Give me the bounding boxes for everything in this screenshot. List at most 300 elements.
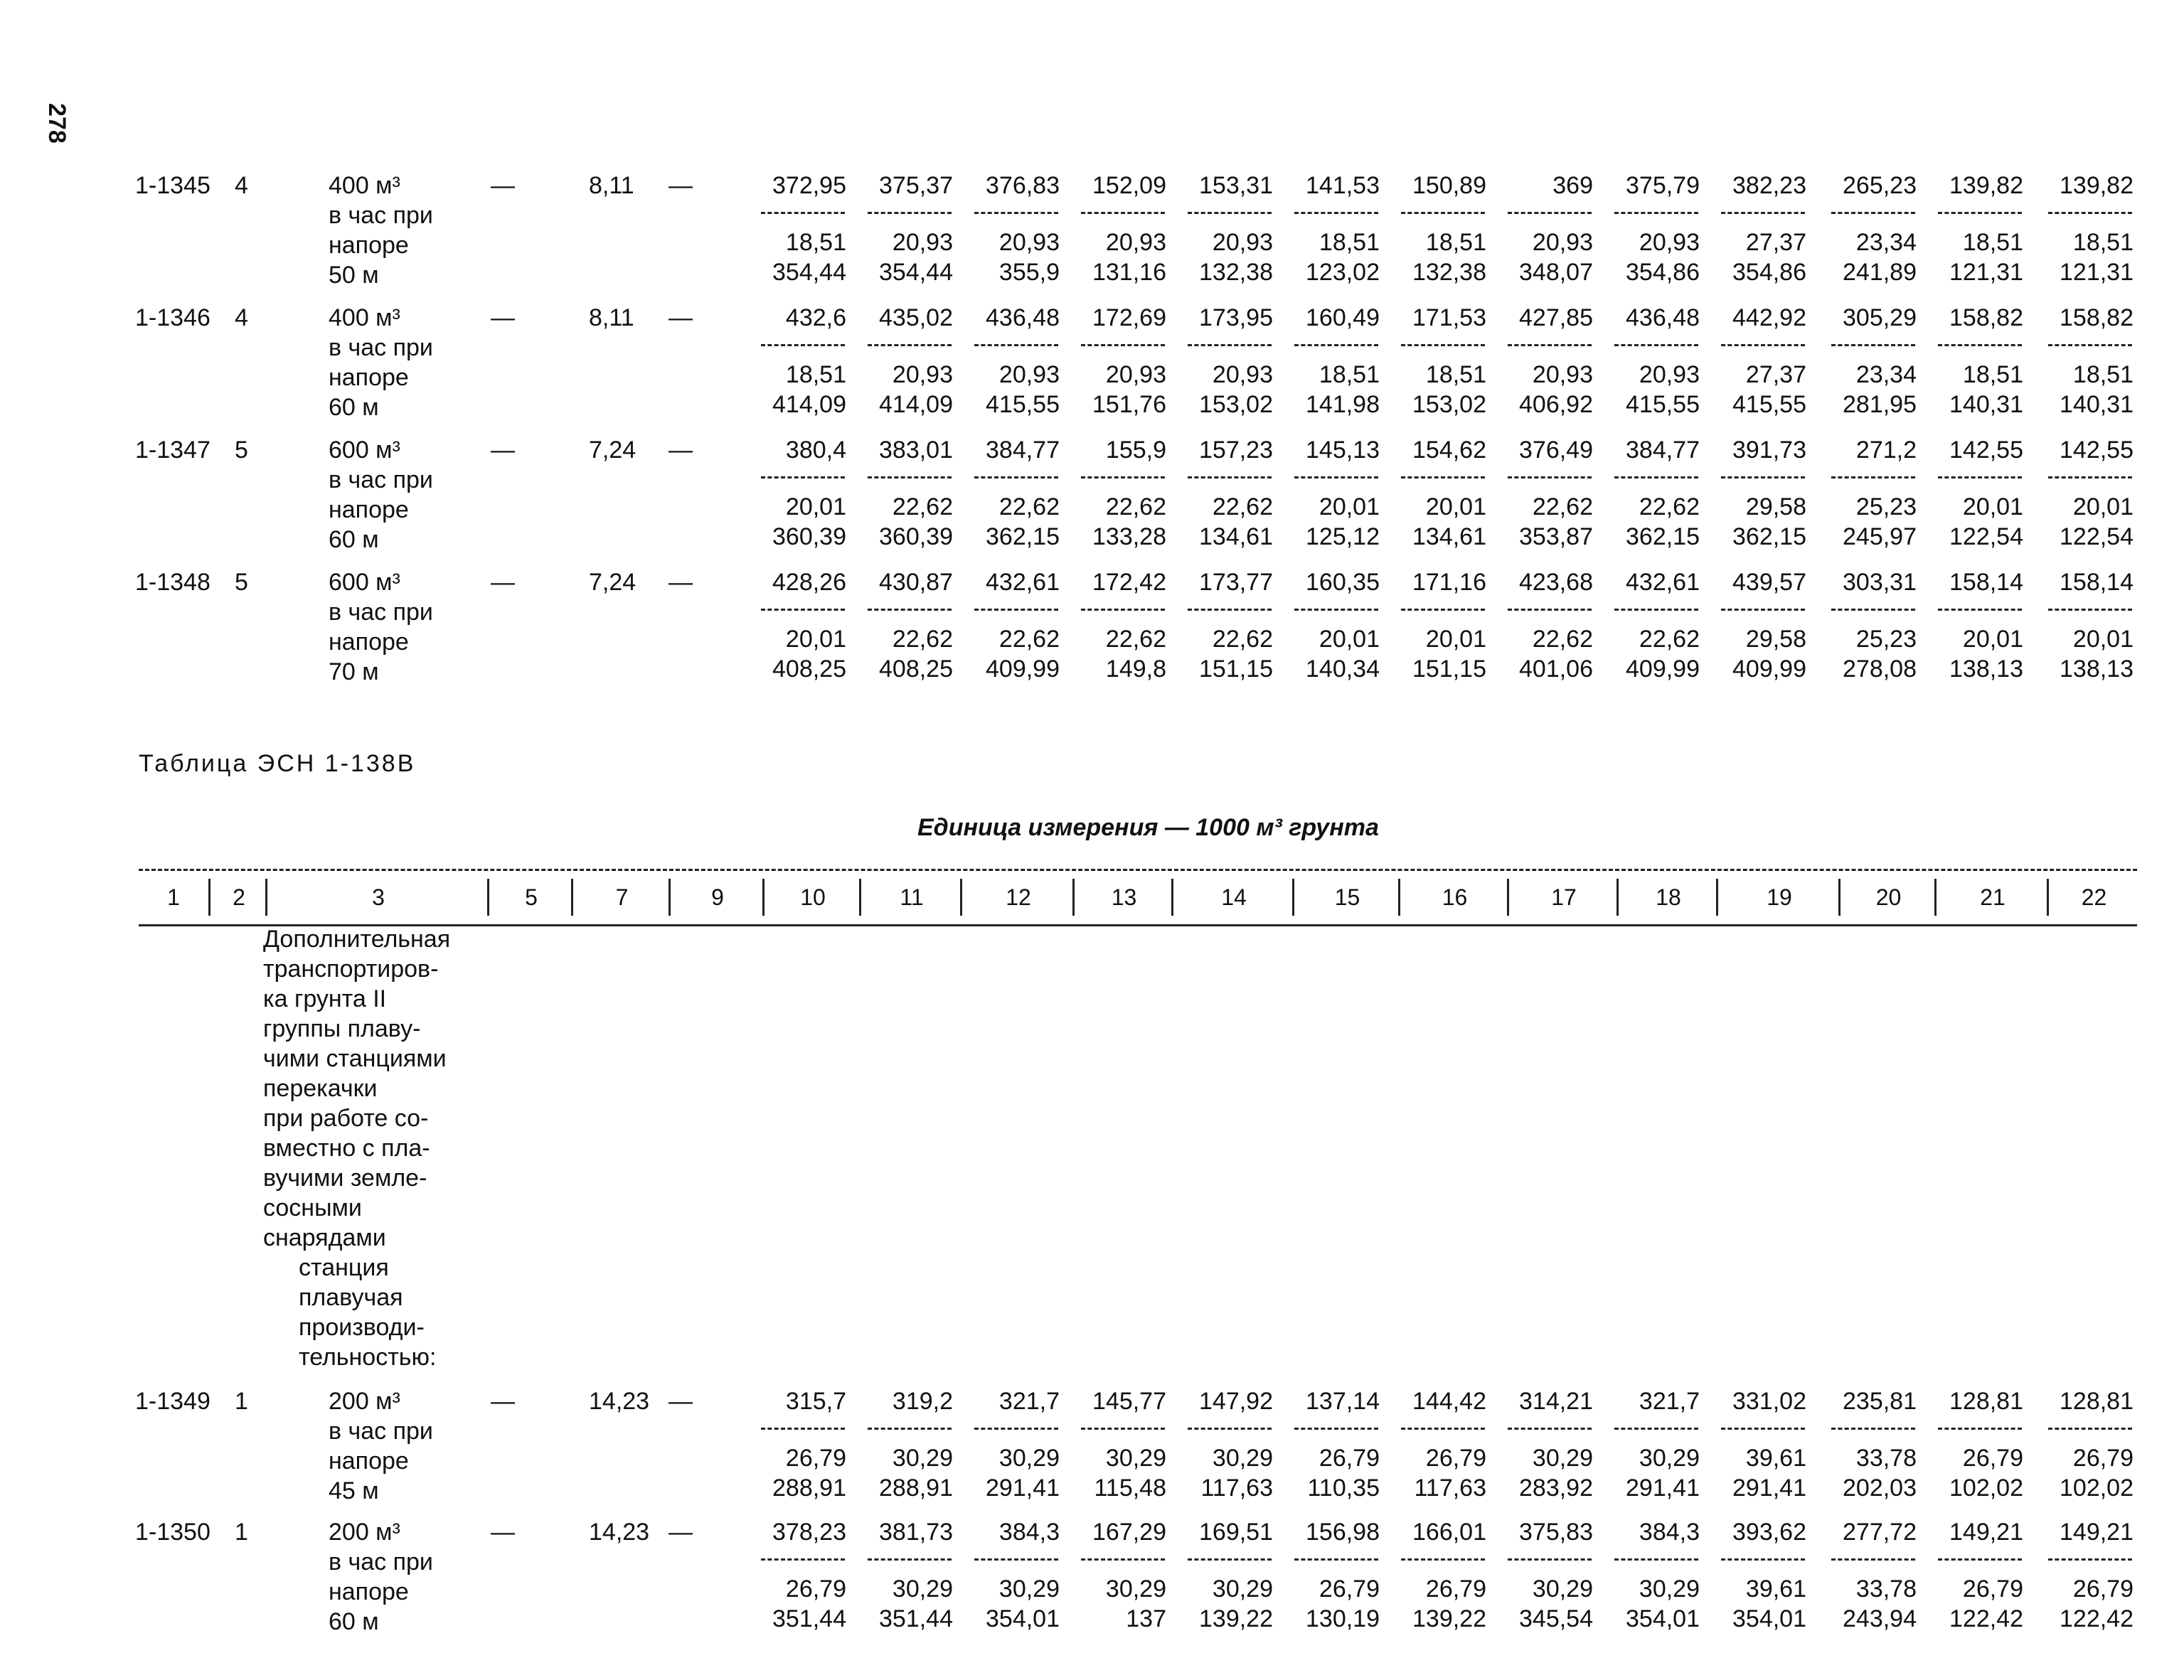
value-bottom: 409,99 [1626, 656, 1700, 683]
fraction-line [1401, 476, 1485, 478]
fraction-line [1401, 609, 1485, 611]
value-bottom: 134,61 [1199, 523, 1273, 550]
fraction-line [761, 609, 845, 611]
fraction-line [974, 609, 1058, 611]
value-bottom: 110,35 [1307, 1475, 1380, 1502]
fraction-line [1294, 212, 1378, 214]
value-top: 436,48 [1626, 304, 1700, 331]
value-middle: 30,29 [1105, 1575, 1166, 1603]
value-top: 155,9 [1105, 437, 1166, 464]
value-middle: 18,51 [1425, 361, 1486, 388]
value-bottom: 151,76 [1092, 391, 1166, 418]
fraction-line [868, 1558, 952, 1561]
fraction-line [1831, 344, 1915, 346]
value-top: 277,72 [1843, 1519, 1917, 1546]
value-middle: 25,23 [1855, 493, 1917, 520]
value-middle: 20,93 [1105, 361, 1166, 388]
value-top: 432,61 [1626, 569, 1700, 596]
entry-description [329, 303, 433, 422]
value-middle: 20,01 [1425, 493, 1486, 520]
section-description-line: ка грунта II [263, 985, 387, 1012]
column-7-value: 7,24 [589, 437, 636, 464]
column-7-value: 7,24 [589, 569, 636, 596]
column-7-value: 8,11 [589, 304, 634, 331]
column-5-value: — [491, 304, 515, 331]
value-middle: 18,51 [1962, 361, 2023, 388]
fraction-line [1081, 609, 1165, 611]
fraction-line [974, 212, 1058, 214]
value-middle: 22,62 [1532, 493, 1593, 520]
fraction-line [1721, 1558, 1805, 1561]
value-bottom: 149,8 [1105, 656, 1166, 683]
fraction-line [1508, 476, 1592, 478]
value-middle: 20,93 [892, 361, 953, 388]
fraction-line [1614, 1428, 1698, 1430]
value-top: 314,21 [1519, 1388, 1593, 1415]
value-bottom: 414,09 [772, 391, 846, 418]
value-bottom: 362,15 [1626, 523, 1700, 550]
value-middle: 20,01 [1319, 493, 1380, 520]
fraction-line [1721, 344, 1805, 346]
section-description [263, 924, 450, 1372]
column-5-value: — [491, 437, 515, 464]
fraction-line [1188, 212, 1272, 214]
value-middle: 39,61 [1745, 1445, 1806, 1472]
value-middle: 23,34 [1855, 361, 1917, 388]
fraction-line [1831, 1428, 1915, 1430]
section-description-line: группы плаву- [263, 1015, 421, 1042]
fraction-line [868, 476, 952, 478]
value-top: 319,2 [892, 1388, 953, 1415]
value-middle: 26,79 [1319, 1445, 1380, 1472]
header-cell: 2 [208, 879, 267, 916]
value-middle: 20,01 [1962, 626, 2023, 653]
value-middle: 20,01 [1962, 493, 2023, 520]
value-bottom: 283,92 [1519, 1475, 1593, 1502]
value-bottom: 408,25 [772, 656, 846, 683]
fraction-line [1614, 212, 1698, 214]
value-top: 430,87 [879, 569, 953, 596]
fraction-line [868, 609, 952, 611]
page-number: 278 [43, 103, 70, 144]
value-top: 158,82 [2060, 304, 2134, 331]
value-bottom: 415,55 [1732, 391, 1806, 418]
fraction-line [1831, 1558, 1915, 1561]
value-top: 171,53 [1412, 304, 1486, 331]
value-middle: 30,29 [1639, 1445, 1700, 1472]
value-middle: 22,62 [1639, 493, 1700, 520]
value-middle: 29,58 [1745, 626, 1806, 653]
unit-caption: Единица измерения — 1000 м³ грунта [917, 814, 1379, 841]
value-bottom: 348,07 [1519, 259, 1593, 286]
entry-code: 1-1350 [135, 1519, 211, 1546]
header-cell: 21 [1934, 879, 2049, 916]
entry-code: 1-1348 [135, 569, 211, 596]
value-top: 378,23 [772, 1519, 846, 1546]
value-top: 142,55 [2060, 437, 2134, 464]
value-top: 172,42 [1092, 569, 1166, 596]
value-middle: 18,51 [2072, 361, 2134, 388]
description-line: 200 м³ [329, 1388, 400, 1415]
description-line: 600 м³ [329, 569, 400, 596]
value-middle: 29,58 [1745, 493, 1806, 520]
fraction-line [1938, 1558, 2022, 1561]
fraction-line [974, 1558, 1058, 1561]
fraction-line [1188, 1428, 1272, 1430]
fraction-line [1508, 212, 1592, 214]
value-top: 145,77 [1092, 1388, 1166, 1415]
fraction-line [1188, 344, 1272, 346]
fraction-line [761, 344, 845, 346]
fraction-line [974, 344, 1058, 346]
section-description-line: чими станциями [263, 1045, 447, 1072]
value-top: 375,83 [1519, 1519, 1593, 1546]
value-middle: 26,79 [2072, 1575, 2134, 1603]
description-line: в час при [329, 202, 433, 229]
fraction-line [1508, 1558, 1592, 1561]
value-middle: 30,29 [1532, 1445, 1593, 1472]
column-7-value: 8,11 [589, 172, 634, 199]
fraction-line [1938, 476, 2022, 478]
value-bottom: 409,99 [1732, 656, 1806, 683]
header-cell: 13 [1072, 879, 1173, 916]
value-middle: 23,34 [1855, 229, 1917, 256]
fraction-line [2048, 212, 2132, 214]
value-bottom: 345,54 [1519, 1605, 1593, 1632]
column-9-value: — [668, 304, 693, 331]
value-top: 369 [1552, 172, 1593, 199]
header-cell: 20 [1838, 879, 1937, 916]
value-top: 167,29 [1092, 1519, 1166, 1546]
value-middle: 22,62 [998, 626, 1060, 653]
value-middle: 30,29 [998, 1575, 1060, 1603]
header-cell: 7 [571, 879, 671, 916]
value-top: 271,2 [1855, 437, 1917, 464]
value-top: 173,95 [1199, 304, 1273, 331]
fraction-line [761, 1558, 845, 1561]
column-5-value: — [491, 172, 515, 199]
description-line: напоре [329, 628, 409, 656]
fraction-line [1508, 1428, 1592, 1430]
value-middle: 20,01 [1425, 626, 1486, 653]
value-bottom: 140,31 [1949, 391, 2023, 418]
value-middle: 18,51 [1319, 361, 1380, 388]
column-9-value: — [668, 1388, 693, 1415]
value-bottom: 360,39 [772, 523, 846, 550]
value-top: 375,79 [1626, 172, 1700, 199]
value-top: 152,09 [1092, 172, 1166, 199]
value-top: 160,35 [1306, 569, 1380, 596]
value-bottom: 153,02 [1412, 391, 1486, 418]
section-description-line: сосными [263, 1194, 362, 1221]
value-top: 158,82 [1949, 304, 2023, 331]
value-top: 432,6 [785, 304, 846, 331]
fraction-line [1401, 1558, 1485, 1561]
value-middle: 20,93 [1639, 361, 1700, 388]
value-bottom: 132,38 [1199, 259, 1273, 286]
entry-quantity: 1 [235, 1519, 248, 1546]
description-line: напоре [329, 496, 409, 523]
fraction-line [1721, 212, 1805, 214]
value-middle: 20,93 [1639, 229, 1700, 256]
fraction-line [1831, 476, 1915, 478]
value-bottom: 134,61 [1412, 523, 1486, 550]
value-middle: 18,51 [1319, 229, 1380, 256]
value-bottom: 401,06 [1519, 656, 1593, 683]
value-top: 383,01 [879, 437, 953, 464]
value-bottom: 245,97 [1843, 523, 1917, 550]
header-cell: 14 [1171, 879, 1294, 916]
value-middle: 22,62 [1105, 493, 1166, 520]
description-line: 50 м [329, 262, 379, 289]
description-line: в час при [329, 466, 433, 493]
value-bottom: 102,02 [1949, 1475, 2023, 1502]
entry-description [329, 567, 433, 687]
value-bottom: 151,15 [1199, 656, 1273, 683]
description-line: напоре [329, 1578, 409, 1605]
column-7-value: 14,23 [589, 1388, 650, 1415]
value-bottom: 153,02 [1199, 391, 1273, 418]
value-middle: 22,62 [1212, 493, 1273, 520]
table-header-row [139, 869, 2137, 926]
fraction-line [1401, 212, 1485, 214]
value-middle: 20,01 [1319, 626, 1380, 653]
section-description-line: станция [299, 1254, 389, 1281]
value-bottom: 354,44 [879, 259, 953, 286]
description-line: в час при [329, 1548, 433, 1575]
value-top: 145,13 [1306, 437, 1380, 464]
value-top: 382,23 [1732, 172, 1806, 199]
fraction-line [1614, 609, 1698, 611]
description-line: 400 м³ [329, 304, 400, 331]
fraction-line [1188, 1558, 1272, 1561]
description-line: напоре [329, 232, 409, 259]
fraction-line [868, 212, 952, 214]
value-middle: 18,51 [2072, 229, 2134, 256]
value-middle: 18,51 [1425, 229, 1486, 256]
value-top: 303,31 [1843, 569, 1917, 596]
value-middle: 26,79 [1962, 1575, 2023, 1603]
value-middle: 22,62 [1212, 626, 1273, 653]
value-top: 321,7 [998, 1388, 1060, 1415]
column-7-value: 14,23 [589, 1519, 650, 1546]
description-line: в час при [329, 334, 433, 361]
value-middle: 20,93 [892, 229, 953, 256]
value-bottom: 117,63 [1414, 1475, 1486, 1502]
description-line: в час при [329, 599, 433, 626]
value-bottom: 354,44 [772, 259, 846, 286]
fraction-line [1614, 476, 1698, 478]
entry-code: 1-1346 [135, 304, 211, 331]
fraction-line [1294, 476, 1378, 478]
value-top: 141,53 [1306, 172, 1380, 199]
value-middle: 22,62 [998, 493, 1060, 520]
value-bottom: 362,15 [1732, 523, 1806, 550]
fraction-line [1831, 212, 1915, 214]
fraction-line [2048, 1558, 2132, 1561]
fraction-line [1721, 1428, 1805, 1430]
value-bottom: 125,12 [1306, 523, 1380, 550]
entry-description [329, 435, 433, 555]
value-top: 384,3 [1639, 1519, 1700, 1546]
value-middle: 26,79 [1962, 1445, 2023, 1472]
value-bottom: 415,55 [986, 391, 1060, 418]
fraction-line [1294, 1558, 1378, 1561]
value-bottom: 354,01 [986, 1605, 1060, 1632]
value-bottom: 354,86 [1626, 259, 1700, 286]
value-bottom: 288,91 [879, 1475, 953, 1502]
fraction-line [1081, 1558, 1165, 1561]
value-top: 265,23 [1843, 172, 1917, 199]
value-bottom: 123,02 [1306, 259, 1380, 286]
value-bottom: 138,13 [2060, 656, 2134, 683]
value-top: 144,42 [1412, 1388, 1486, 1415]
value-bottom: 121,31 [1949, 259, 2023, 286]
value-top: 423,68 [1519, 569, 1593, 596]
section-description-line: при работе со- [263, 1105, 429, 1132]
entry-code: 1-1349 [135, 1388, 211, 1415]
fraction-line [1508, 344, 1592, 346]
value-top: 158,14 [1949, 569, 2023, 596]
value-middle: 26,79 [1425, 1575, 1486, 1603]
value-top: 149,21 [1949, 1519, 2023, 1546]
value-top: 432,61 [986, 569, 1060, 596]
fraction-line [2048, 1428, 2132, 1430]
value-bottom: 278,08 [1843, 656, 1917, 683]
fraction-line [1081, 212, 1165, 214]
value-middle: 26,79 [1425, 1445, 1486, 1472]
value-middle: 20,01 [785, 493, 846, 520]
fraction-line [1508, 609, 1592, 611]
value-bottom: 408,25 [879, 656, 953, 683]
fraction-line [761, 1428, 845, 1430]
value-top: 139,82 [2060, 172, 2134, 199]
value-top: 147,92 [1199, 1388, 1273, 1415]
description-line: 600 м³ [329, 437, 400, 464]
value-middle: 30,29 [1212, 1445, 1273, 1472]
value-bottom: 241,89 [1843, 259, 1917, 286]
value-top: 142,55 [1949, 437, 2023, 464]
value-middle: 20,01 [2072, 493, 2134, 520]
value-bottom: 139,22 [1199, 1605, 1273, 1632]
section-description-line: производи- [299, 1314, 425, 1341]
entry-code: 1-1347 [135, 437, 211, 464]
section-description-line: тельностью: [299, 1344, 437, 1371]
value-top: 384,77 [986, 437, 1060, 464]
value-middle: 18,51 [785, 361, 846, 388]
value-middle: 18,51 [1962, 229, 2023, 256]
value-middle: 26,79 [785, 1575, 846, 1603]
description-line: 70 м [329, 658, 379, 685]
value-bottom: 291,41 [1732, 1475, 1806, 1502]
value-bottom: 140,34 [1306, 656, 1380, 683]
fraction-line [868, 1428, 952, 1430]
value-bottom: 243,94 [1843, 1605, 1917, 1632]
entry-quantity: 1 [235, 1388, 248, 1415]
value-top: 305,29 [1843, 304, 1917, 331]
value-top: 158,14 [2060, 569, 2134, 596]
value-bottom: 133,28 [1092, 523, 1166, 550]
fraction-line [1401, 344, 1485, 346]
value-middle: 30,29 [1639, 1575, 1700, 1603]
value-bottom: 138,13 [1949, 656, 2023, 683]
value-top: 150,89 [1412, 172, 1486, 199]
fraction-line [1721, 476, 1805, 478]
value-top: 139,82 [1949, 172, 2023, 199]
description-line: в час при [329, 1418, 433, 1445]
value-bottom: 362,15 [986, 523, 1060, 550]
fraction-line [1938, 1428, 2022, 1430]
value-top: 235,81 [1843, 1388, 1917, 1415]
description-line: 200 м³ [329, 1519, 400, 1546]
column-9-value: — [668, 569, 693, 596]
value-middle: 22,62 [1639, 626, 1700, 653]
header-top-rule [139, 869, 2137, 871]
value-bottom: 409,99 [986, 656, 1060, 683]
value-bottom: 137 [1126, 1605, 1166, 1632]
value-top: 428,26 [772, 569, 846, 596]
column-5-value: — [491, 569, 515, 596]
fraction-line [1294, 1428, 1378, 1430]
section-description-line: вместно с пла- [263, 1135, 430, 1162]
value-bottom: 122,42 [1949, 1605, 2023, 1632]
value-middle: 30,29 [1212, 1575, 1273, 1603]
description-line: 60 м [329, 394, 379, 421]
entry-quantity: 4 [235, 304, 248, 331]
value-top: 315,7 [785, 1388, 846, 1415]
value-bottom: 288,91 [772, 1475, 846, 1502]
value-middle: 30,29 [892, 1445, 953, 1472]
value-top: 156,98 [1306, 1519, 1380, 1546]
value-top: 173,77 [1199, 569, 1273, 596]
value-top: 381,73 [879, 1519, 953, 1546]
value-top: 372,95 [772, 172, 846, 199]
header-cell: 15 [1292, 879, 1400, 916]
value-top: 128,81 [2060, 1388, 2134, 1415]
value-middle: 30,29 [998, 1445, 1060, 1472]
table-title: Таблица ЭСН 1-138В [139, 750, 416, 777]
fraction-line [1081, 344, 1165, 346]
fraction-line [1081, 1428, 1165, 1430]
value-top: 384,77 [1626, 437, 1700, 464]
value-middle: 22,62 [1105, 626, 1166, 653]
value-top: 157,23 [1199, 437, 1273, 464]
header-cell: 22 [2047, 879, 2139, 916]
section-description-line: транспортиров- [263, 956, 439, 983]
value-bottom: 415,55 [1626, 391, 1700, 418]
entry-quantity: 5 [235, 437, 248, 464]
value-middle: 25,23 [1855, 626, 1917, 653]
value-bottom: 122,42 [2060, 1605, 2134, 1632]
header-cell: 17 [1507, 879, 1619, 916]
fraction-line [1938, 344, 2022, 346]
description-line: напоре [329, 1448, 409, 1475]
entry-description [329, 1386, 433, 1506]
value-bottom: 281,95 [1843, 391, 1917, 418]
value-bottom: 414,09 [879, 391, 953, 418]
section-description-line: перекачки [263, 1075, 378, 1102]
header-cell: 11 [859, 879, 962, 916]
value-bottom: 354,01 [1626, 1605, 1700, 1632]
entry-code: 1-1345 [135, 172, 211, 199]
value-top: 160,49 [1306, 304, 1380, 331]
value-middle: 26,79 [2072, 1445, 2134, 1472]
value-top: 427,85 [1519, 304, 1593, 331]
fraction-line [2048, 609, 2132, 611]
value-middle: 18,51 [785, 229, 846, 256]
fraction-line [761, 212, 845, 214]
column-9-value: — [668, 1519, 693, 1546]
